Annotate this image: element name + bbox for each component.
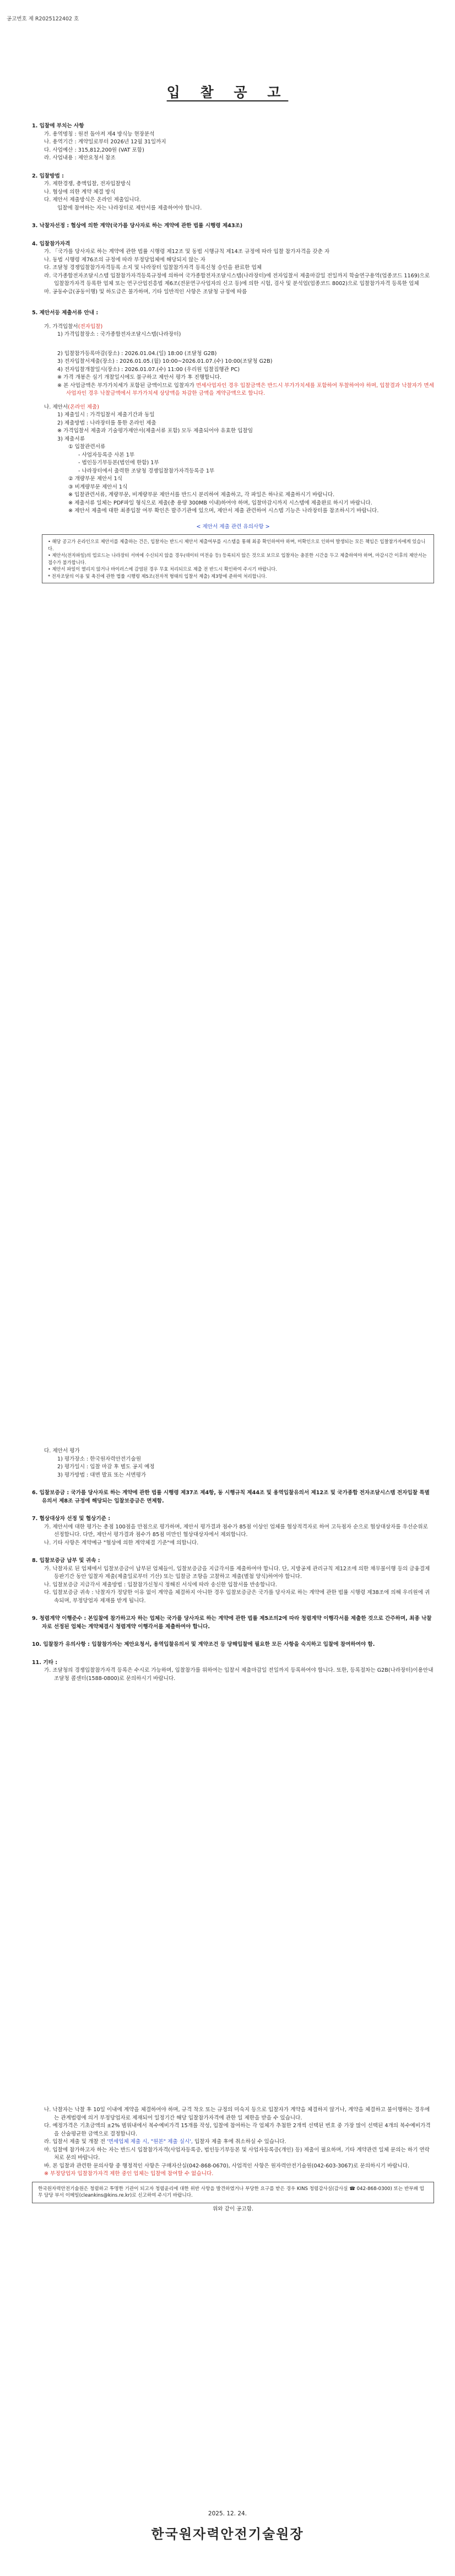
s8-item: 다. 입찰보증금 귀속 : 낙찰자가 정당한 이유 없이 계약을 체결하지 아니한 경우 입찰보증금은 국가를 당사자로 하는 계약에 관한 법률 시행령 제38조에 의해 우리원에 귀속되며, 부정당업자 제재를 받게 됩니다. — [44, 1590, 430, 1604]
s11-bottom-note: ※ 부정당업자 입찰참가자격 제한 중인 업체는 입찰에 참여할 수 없습니다. — [44, 2171, 214, 2177]
section-3-heading: 3. 낙찰자선정 : 협상에 의한 계약(국가를 당사자로 하는 계약에 관한 법률 시행령 제43조) — [32, 223, 243, 229]
s5-subitem: ② 개량부문 제안서 1식 — [68, 476, 122, 482]
bid-notice-body-part2 — [32, 1447, 434, 1683]
caution-title: < 제안서 제출 관련 유의사항 > — [196, 523, 270, 530]
s5-subitem: ③ 비계량부문 제안서 1식 — [68, 484, 128, 490]
caution-item: • 제안서 파일이 열리지 않거나 바이러스에 감염된 경우 무효 처리되므로 제출 전 반드시 확인하여 주시기 바랍니다. — [48, 566, 277, 572]
issuer-name: 한국원자력안전기술원장 — [151, 2526, 304, 2542]
caution-item: • 제안서(전자파일)의 업로드는 나라장터 서버에 수신되지 않을 경우(데이터 미전송 등) 등록되지 않은 것으로 보므로 입찰자는 충분한 시간을 두고 제출하여야 하며, 마감시간 이후의 제안서는 접수가 불가합니다. — [48, 552, 427, 565]
s7-item: 나. 기타 사항은 계약예규 "협상에 의한 계약체결 기준"에 의합니다. — [44, 1539, 199, 1546]
s5-item: 2) 입찰참가등록마감(장소) : 2026.01.04.(일) 18:00 (조달청 G2B) — [57, 350, 217, 357]
price-bid-label: 가. 가격입찰서 — [44, 323, 78, 330]
s5-item: 3) 제출서류 — [57, 436, 85, 442]
section-9-heading: 9. 청렴계약 이행준수 : 본입찰에 참가하고자 하는 업체는 국가를 당사자로 하는 계약에 관한 법률 제5조의2에 따라 청렴계약 이행각서를 제출한 것으로 간주하며, 최종 낙찰자로 선정된 업체는 계약체결시 청렴계약 이행각서를 제출하여야 합니다. — [32, 1616, 432, 1630]
s4-item: 다. 조달청 경쟁입찰참가자격등록 소지 및 나라장터 입찰참가자격 등록신청 승인을 완료한 업체 — [44, 265, 262, 271]
section-5-heading: 5. 제안서등 제출서류 안내 : — [32, 310, 99, 316]
bid-notice-body-part3 — [32, 2106, 434, 2213]
s11-item: 가. 조달청의 경쟁입찰참가자격 등록은 수시로 가능하며, 입찰참가를 위하여는 입찰서 제출마감일 전일까지 등록하여야 합니다. 또한, 등록절차는 G2B(나라장터)이용안내 조달청 콜센터(1588-0800)로 문의하시기 바랍니다. — [44, 1667, 434, 1682]
s2-item: 나. 협상에 의한 계약 체결 방식 — [44, 189, 116, 195]
s1-item: 다. 사업예산 : 315,812,200원 (VAT 포함) — [44, 147, 144, 153]
proposal-label: 나. 제안서 — [44, 404, 68, 410]
section-8-heading: 8. 입찰보증금 납부 및 귀속 : — [32, 1558, 100, 1564]
s2-item: 가. 제한경쟁, 총액입찰, 전자입찰방식 — [44, 181, 131, 187]
s11-item: 마. 입찰에 참가하고자 하는 자는 반드시 입찰참가자격(사업자등록증, 법인등기부등본 및 사업자등록증(개인) 등) 제출이 필요하며, 기타 계약관련 일체 문의는 하기 연락처로 문의 바랍니다. — [44, 2146, 430, 2161]
caution-item: * 전자조달의 이용 및 촉진에 관한 법률 시행령 제5조(전자적 형태의 입찰서 제출) 제3항에 준하여 처리합니다. — [48, 573, 267, 579]
s4-item: 나. 동법 시행령 제76조의 규정에 따라 부정당업체에 해당되지 않는 자 — [44, 256, 205, 263]
integrity-report-box — [32, 2182, 434, 2203]
s5-note: ※ 제안서 제출에 대한 최종입찰 여부 확인은 발주기관에 있으며, 제안서 제출 관련하여 시스템 기능은 나라장터를 참조하시기 바랍니다. — [68, 508, 379, 514]
s11-item: 바. 본 입찰과 관련한 문의사항 중 행정적인 사항은 구매자산실(042-868-0670), 사업적인 사항은 원자력안전기술원(042-603-3067)로 문의하시기 바랍니다. — [44, 2162, 410, 2169]
price-bid-label-note: (전자입찰) — [78, 323, 103, 330]
s4-item: 마. 공동수급(공동이행) 및 하도급은 불가하며, 기타 일반적인 사항은 조달청 규정에 따름 — [44, 288, 247, 295]
s11-item: 라. 입찰서 제출 및 개찰 전 — [44, 2139, 107, 2145]
s4-item: 라. 국가종합전자조달시스템 입찰참가자격등록규정에 의하여 국가종합전자조달시스템(나라장터)에 전자입찰서 제출마감일 전일까지 학술연구용역(업종코드 1169)으로 입찰참가자격 등록한 업체 또는 연구산업진흥법 제6조(전문연구사업자의 신고 등)에 의한 시험, 검사 및 분석업(업종코드 8002)으로 입찰참가자격 등록한 업체 — [44, 272, 430, 287]
section-11-heading: 11. 기타 : — [32, 1659, 58, 1666]
s5-item: 3) 전자입찰서제출(장소) : 2026.01.05.(월) 10:00~2026.01.07.(수) 10:00(조달청 G2B) — [57, 358, 273, 364]
s5-item: 1) 가격입찰장소 : 국가종합전자조달시스템(나라장터) — [57, 331, 181, 337]
caution-item: • 해당 공고가 온라인으로 제안서를 제출하는 건은, 입찰자는 반드시 제안서 제출여부를 시스템을 통해 최종 확인하여야 하며, 미확인으로 인하여 발생되는 모든 책임은 입찰참가자에게 있습니다. — [48, 539, 426, 551]
section-2-heading: 2. 입찰방법 : — [32, 173, 64, 179]
evaluation-item: 3) 평가방법 : 대면 발표 또는 서면평가 — [57, 1472, 147, 1478]
s11-item: 나. 낙찰자는 낙찰 후 10일 이내에 계약을 체결하여야 하며, 규격 착오 또는 규정의 미숙지 등으로 입찰자가 계약을 체결하지 않거나, 계약을 체결하고 불이행하는 경우에는 관계법령에 의거 부정당업자로 제재되어 일정기간 해당 입찰참가자격에 관한 일 제한을 받을 수 있습니다. — [44, 2107, 430, 2121]
evaluation-item: 2) 평가일시 : 입찰 마감 후 별도 공지 예정 — [57, 1464, 155, 1470]
s11-item-highlight: '면세업체 제출 시, "원본" 제출 실시', — [107, 2139, 193, 2145]
s1-item: 나. 용역기간 : 계약일로부터 2026년 12월 31일까지 — [44, 139, 166, 145]
s5-item: 1) 제출일시 : 가격입찰서 제출기간과 동일 — [57, 412, 155, 418]
proposal-label-note: (온라인 제출) — [68, 404, 100, 410]
s1-item: 라. 사업내용 : 제안요청서 참조 — [44, 155, 116, 161]
closing-phrase: 위와 같이 공고함. — [212, 2205, 254, 2212]
notice-number: 공고번호 제 R2025122402 호 — [7, 16, 79, 22]
s5-subitem: - 나라장터에서 출력한 조달청 경쟁입찰참가자격등록증 1부 — [78, 468, 215, 474]
s5-note-vat: ※ 본 사업금액은 부가가치세가 포함된 금액이므로 입찰자가 — [57, 382, 196, 389]
s5-note: ※ 제출서류 일체는 PDF파일 형식으로 제출(총 용량 300MB 이내)하여야 하며, 입찰마감시까지 시스템에 제출완료 하시기 바랍니다. — [68, 500, 372, 506]
s11-item: 다. 예정가격은 기초금액의 ±2% 범위내에서 복수예비가격 15개를 작성, 입찰에 참여하는 각 업체가 추첨한 2개씩 선택된 번호 중 가장 많이 선택된 4개의 복수예비가격을 산술평균한 금액으로 결정합니다. — [44, 2123, 431, 2137]
s5-item: 4) 전자입찰개찰일시(장소) : 2026.01.07.(수) 11:00 (우리원 입찰집행관 PC) — [57, 366, 240, 373]
evaluation-item: 1) 평가장소 : 한국원자력안전기술원 — [57, 1456, 141, 1462]
s5-item: 2) 제출방법 : 나라장터를 통한 온라인 제출 — [57, 420, 156, 426]
s4-item: 가. 「국가를 당사자로 하는 계약에 관한 법률 시행령 제12조 및 동법 시행규칙 제14조 규정에 따라 입찰 참가자격을 갖춘 자 — [44, 249, 330, 255]
s2-item: 다. 제안서 제출방식은 온라인 제출입니다. — [44, 197, 141, 203]
evaluation-heading: 다. 제안서 평가 — [44, 1448, 80, 1454]
section-4-heading: 4. 입찰참가자격 — [32, 240, 71, 247]
bid-notice-body-part1 — [32, 122, 434, 583]
s8-item: 나. 입찰보증금 지급각서 제출방법 : 입찰참가신청시 정해진 서식에 따라 송신한 입찰서를 반송합니다. — [44, 1581, 277, 1588]
notice-date: 2025. 12. 24. — [208, 2510, 247, 2517]
section-1-heading: 1. 입찰에 부치는 사항 — [32, 123, 84, 129]
s5-note: ※ 가격 개봉은 심기 개찰일시에도 불구하고 제안서 평가 후 진행합니다. — [57, 374, 222, 380]
integrity-report-text: 한국원자력안전기술원은 청렴하고 투명한 기관이 되고자 청렴윤리에 대한 위반 사항을 발견하였거나 부당한 요구를 받은 경우 KINS 청렴감사실(감사실 ☎ 042-868-0300) 또는 반부패 업무 담당 부서 이메일(cleankins@kins.re.kr)로 신고하여 주시기 바랍니다. — [38, 2186, 424, 2198]
page-title: 입 찰 공 고 — [166, 84, 289, 100]
s5-subitem: ① 입찰관련서류 — [68, 444, 106, 450]
section-10-heading: 10. 입찰참가 유의사항 : 입찰참가자는 제안요청서, 용역입찰유의서 및 계약조건 등 당해입찰에 필요한 모든 사항을 숙지하고 입찰에 참여하여야 함. — [32, 1641, 375, 1647]
s5-subitem: - 사업자등록증 사본 1부 — [78, 452, 135, 458]
s11-item: 입찰자 제출 후에 취소하실 수 있습니다. — [192, 2139, 286, 2145]
s8-item: 가. 낙찰자로 된 업체에서 입찰보증금이 납부된 업체들이, 입찰보증금을 지급각서를 제출하여야 합니다. 단, 지방공제 관리규칙 제12조에 의한 채무불이행 등의 금융결제 등판기간 동안 입찰자 제출(제출일로부터 기산) 또는 입찰금 조항을 고찰하고 제출(별첨 양식)하여야 합니다. — [44, 1565, 430, 1580]
section-6-heading: 6. 입찰보증금 : 국가를 당사자로 하는 계약에 관한 법률 시행령 제37조 제4항, 동 시행규칙 제44조 및 용역입찰유의서 제12조 및 국가종합 전자조달시스템 전자입찰 특별유의서 제8조 규정에 해당되는 입찰보증금은 면제함. — [32, 1490, 430, 1504]
s2-item: 입찰에 참여하는 자는 나라장터로 제안서를 제출하여야 합니다. — [57, 205, 202, 211]
s5-note-vat-red: 면세사업자인 경우 입찰금액은 반드시 부가가치세를 포함하여 투찰하여야 하며, 입찰결과 낙찰자가 면세사업자인 경우 낙찰금액에서 부가가치세 상당액을 차감한 금액을 계약금액으로 합니다. — [66, 382, 434, 396]
s5-note: ※ 입찰관련서류, 계량부문, 비계량부문 제안서를 반드시 분리하여 제출하고, 각 파일은 하나로 제출하시기 바랍니다. — [68, 492, 335, 498]
section-7-heading: 7. 협상대상자 선정 및 협상기준 : — [32, 1516, 111, 1522]
s7-item: 가. 제안서에 대한 평가는 총점 100점을 만점으로 평가하며, 제안서 평가결과 점수가 85점 이상인 업체를 협상적격자로 하여 고득점자 순으로 협상대상자를 우선순위로 선정합니다. 다만, 제안서 평가결과 점수가 85점 미만인 협상대상자에서 제외합니다. — [44, 1523, 428, 1538]
s1-item: 가. 용역명칭 : 원전 돌아져 제4 방식능 현장분석 — [44, 131, 155, 137]
s5-subitem: - 법인등기부등본(법인에 한함) 1부 — [78, 460, 159, 466]
s5-note: ※ 가격입찰서 제출과 기술평가제안서(제출서류 포함) 모두 제출되어야 유효한 입찰임 — [57, 428, 253, 434]
caution-box — [42, 534, 434, 583]
